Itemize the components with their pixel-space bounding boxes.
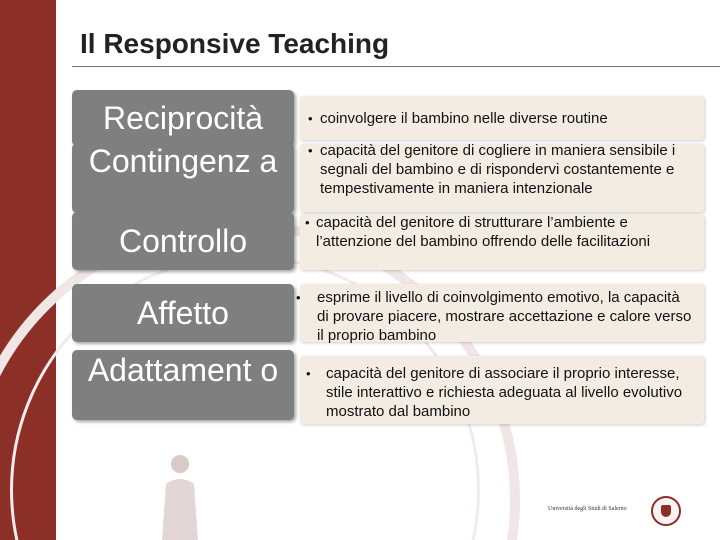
bullet-5-text: capacità del genitore di associare il proprio interesse, stile interattivo e richiesta adeguata al livello evolutivo mostrato dal bambino [326, 365, 683, 420]
bullet-4 [296, 288, 694, 345]
university-name: Università degli Studi di Salerno [548, 506, 627, 512]
bullet-3 [305, 213, 697, 251]
bullet-marker: • [305, 215, 310, 230]
bullet-3-text: capacità del genitore di strutturare l’ambiente e l’attenzione del bambino offrendo delle facilitazioni [316, 214, 651, 250]
slide-title: Il Responsive Teaching [80, 28, 390, 59]
bullet-marker: • [306, 366, 311, 381]
bullet-5 [306, 364, 698, 421]
title-underline [72, 66, 720, 67]
bullet-1 [308, 109, 698, 128]
label-reciprocita-text: Reciprocità [102, 100, 264, 136]
label-reciprocita [72, 90, 294, 146]
statue-icon [150, 450, 210, 540]
label-contingenza [72, 143, 294, 213]
bullet-1-text: coinvolgere il bambino nelle diverse routine [320, 110, 608, 127]
label-affetto-text: Affetto [137, 295, 229, 331]
bullet-marker: • [308, 111, 313, 126]
label-controllo-text: Controllo [118, 223, 248, 259]
bullet-2-text: capacità del genitore di cogliere in maniera sensibile i segnali del bambino e di rispondervi costantemente e tempestivamente in maniera intenzionale [320, 142, 676, 197]
bullet-2 [308, 141, 698, 198]
university-seal-icon [651, 496, 681, 526]
label-adattamento-text: Adattament o [87, 352, 279, 388]
bullet-marker: • [308, 143, 313, 158]
label-affetto [72, 284, 294, 342]
label-contingenza-text: Contingenz a [88, 143, 278, 179]
label-controllo [72, 212, 294, 270]
bullet-marker: • [296, 290, 301, 305]
label-adattamento [72, 350, 294, 420]
bullet-4-text: esprime il livello di coinvolgimento emotivo, la capacità di provare piacere, mostrare accettazione e calore verso il proprio bambino [317, 289, 692, 344]
